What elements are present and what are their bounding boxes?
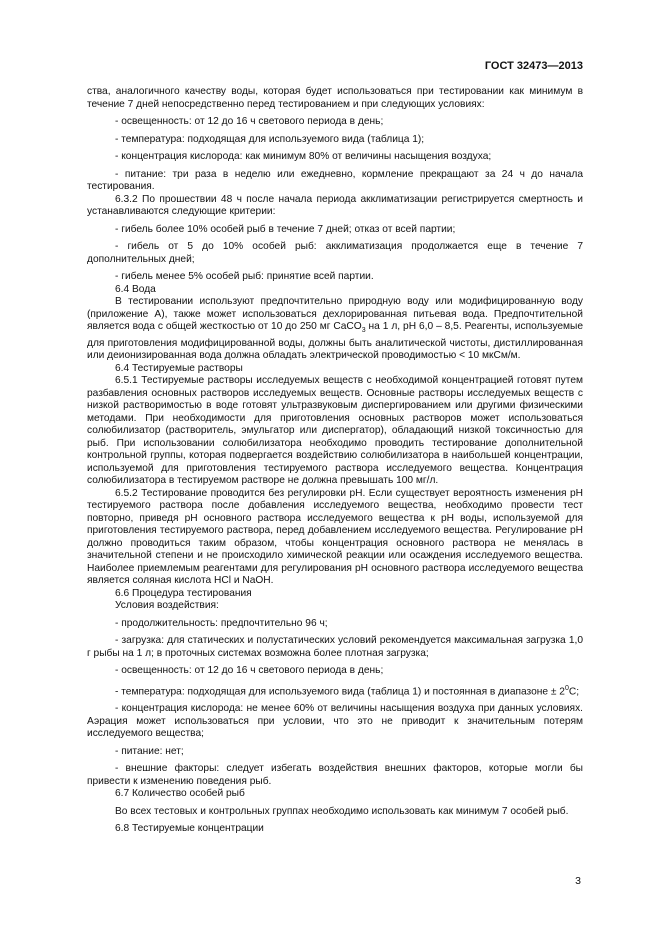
section-heading: 6.4 Вода (115, 283, 156, 295)
paragraph: Условия воздействия: (115, 600, 219, 612)
document-body (87, 86, 583, 836)
list-item: - гибель менее 5% особей рыб: принятие всей партии. (115, 271, 374, 282)
list-item: - освещенность: от 12 до 16 ч светового периода в день; (115, 116, 384, 127)
list-item (87, 683, 583, 699)
subscript: 3 (361, 327, 366, 335)
text-run: - температура: подходящая для используемого вида (таблица 1) и постоянная в диапазоне ± 2 (115, 685, 565, 697)
text-run: В тестировании используют предпочтительно природную воду или модифицированную воду (приложение А), также может использоваться дехлорированная питьевая вода. Предпочтительной является вода с общей жесткостью от 10 до 250 мг CaCO (87, 296, 583, 332)
list-item: - внешние факторы: следует избегать воздействия внешних факторов, которые могли бы привести к изменению поведения рыб. (87, 763, 583, 787)
list-item: - гибель от 5 до 10% особей рыб: акклиматизация продолжается еще в течение 7 дополнительных дней; (87, 241, 583, 265)
section-heading: 6.4 Тестируемые растворы (115, 362, 243, 374)
section-heading: 6.8 Тестируемые концентрации (115, 823, 264, 835)
text-run: на 1 л, pH 6,0 – 8,5. Реагенты, используемые для приготовления модифицированной воды, должны быть аналитической чистоты, дистиллированная или деионизированная вода должна обладать электрической проводимостью < 10 мкСм/м. (87, 321, 583, 362)
paragraph: Во всех тестовых и контрольных группах необходимо использовать как минимум 7 особей рыб. (115, 805, 569, 817)
paragraph: 6.5.2 Тестирование проводится без регулировки pH. Если существует вероятность изменения pH тестируемого раствора после добавления исследуемого вещества, необходимо провести тест повторно, приведя pH основного раствора исследуемого вещества к pH воды, используемой для приготовления тестируемого раствора, перед добавлением исследуемого вещества. Регулирование pH должно проводиться таким образом, чтобы концентрация основного раствора не менялась в значительной степени и не происходило химической реакции или осаждения исследуемого вещества. Наиболее приемлемым реагентами для регулирования pH основного раствора исследуемого вещества является соляная кислота HCl и NaOH. (87, 487, 583, 587)
paragraph: 6.3.2 По прошествии 48 ч после начала периода акклиматизации регистрируется смертность и устанавливаются следующие критерии: (87, 193, 583, 217)
list-item: - концентрация кислорода: как минимум 80% от величины насыщения воздуха; (115, 151, 492, 162)
superscript: 0 (564, 684, 569, 692)
list-item: - концентрация кислорода: не менее 60% от величины насыщения воздуха при данных условиях. Аэрация может использоваться при условии, что это не приводит к значительным потерям исследуемого вещества; (87, 703, 583, 740)
list-item: - гибель более 10% особей рыб в течение 7 дней; отказ от всей партии; (115, 223, 456, 235)
document-header: ГОСТ 32473—2013 (484, 60, 583, 72)
text-run: С; (568, 685, 580, 697)
list-item: - продолжительность: предпочтительно 96 ч; (115, 617, 328, 629)
page-number: 3 (575, 875, 581, 887)
list-item: - питание: три раза в неделю или ежедневно, кормление прекращают за 24 ч до начала тестирования. (87, 168, 583, 192)
paragraph: 6.5.1 Тестируемые растворы исследуемых веществ с необходимой концентрацией готовят путем разбавления основных растворов исследуемых веществ. Основные растворы исследуемых веществ с низкой растворимостью в воде готовят ультразвуковым диспергированием или другими физическими методами. При необходимости для приготовления основных растворов может использоваться солюбилизатор (растворитель, эмульгатор или диспергатор), обладающий низкой токсичностью для рыб. При использовании солюбилизатора необходимо проводить тестирование дополнительной контрольной группы, которая подвергается воздействию солюбилизатора в наибольшей концентрации, используемой для приготовления тестируемого раствора исследуемого вещества. Концентрация солюбилизатора в тестируемом растворе не должна превышать 100 мг/л. (87, 375, 583, 487)
list-item: - загрузка: для статических и полустатических условий рекомендуется максимальная загрузка 1,0 г рыбы на 1 л; в проточных системах возможна более плотная загрузка; (87, 635, 583, 659)
list-item: - освещенность: от 12 до 16 ч светового периода в день; (115, 665, 384, 677)
section-heading: 6.6 Процедура тестирования (115, 587, 252, 599)
section-heading: 6.7 Количество особей рыб (115, 788, 245, 800)
list-item: - температура: подходящая для используемого вида (таблица 1); (115, 133, 425, 145)
paragraph (87, 296, 583, 363)
paragraph: ства, аналогичного качеству воды, которая будет использоваться при тестировании как минимум в течение 7 дней непосредственно перед тестированием и при следующих условиях: (87, 86, 583, 110)
list-item: - питание: нет; (115, 745, 184, 757)
